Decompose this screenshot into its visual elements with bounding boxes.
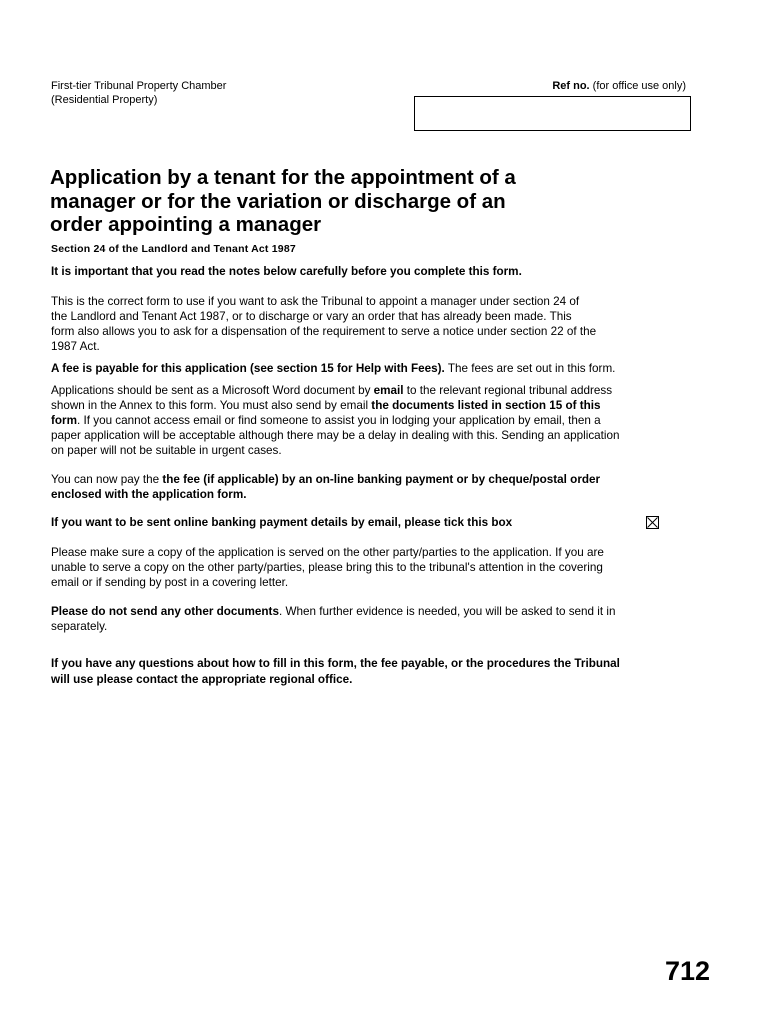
tribunal-name-line1: First-tier Tribunal Property Chamber bbox=[51, 80, 227, 92]
serve-line3: email or if sending by post in a covering letter. bbox=[51, 576, 289, 589]
payment-bold-2: enclosed with the application form. bbox=[51, 488, 247, 501]
applications-line4: paper application will be acceptable although there may be a delay in dealing with this. Sending an application bbox=[51, 429, 620, 442]
questions-line1: If you have any questions about how to fill in this form, the fee payable, or the procedures the Tribunal bbox=[51, 657, 620, 670]
ref-no-field[interactable] bbox=[414, 96, 691, 131]
fee-bold-text: A fee is payable for this application (see section 15 for Help with Fees). bbox=[51, 362, 445, 375]
intro-paragraph bbox=[51, 294, 721, 354]
applications-text-3: shown in the Annex to this form. You must also send by email bbox=[51, 399, 372, 412]
applications-text-1: Applications should be sent as a Microsoft Word document by bbox=[51, 384, 374, 397]
intro-line3: form also allows you to ask for a dispensation of the requirement to serve a notice under section 22 of the bbox=[51, 325, 597, 338]
applications-text-4: . If you cannot access email or find someone to assist you in lodging your application by email, then a bbox=[76, 414, 601, 427]
applications-paragraph bbox=[51, 383, 721, 458]
form-title-line3: order appointing a manager bbox=[50, 213, 322, 236]
no-documents-line1 bbox=[51, 604, 721, 619]
form-title bbox=[50, 166, 590, 237]
applications-form-bold: form bbox=[51, 414, 77, 427]
fee-rest-text: The fees are set out in this form. bbox=[444, 362, 616, 375]
intro-line4: 1987 Act. bbox=[51, 340, 100, 353]
ref-no-label bbox=[414, 79, 686, 93]
form-number: 712 bbox=[664, 956, 710, 986]
tribunal-name bbox=[51, 79, 226, 107]
payment-line2 bbox=[51, 487, 721, 502]
applications-line1 bbox=[51, 383, 721, 398]
payment-paragraph bbox=[51, 472, 721, 502]
ref-no-title: Ref no. bbox=[552, 80, 590, 92]
applications-text-2: to the relevant regional tribunal address bbox=[403, 384, 613, 397]
questions-line2: will use please contact the appropriate regional office. bbox=[51, 673, 353, 686]
serve-line1: Please make sure a copy of the application is served on the other party/parties to the application. If you are bbox=[51, 546, 604, 559]
no-documents-rest: . When further evidence is needed, you will be asked to send it in bbox=[278, 605, 616, 618]
payment-bold-1: the fee (if applicable) by an on-line banking payment or by cheque/postal order bbox=[162, 473, 601, 486]
ref-no-note: (for office use only) bbox=[592, 80, 686, 92]
online-banking-tick-label: If you want to be sent online banking payment details by email, please tick this box bbox=[51, 516, 513, 529]
payment-text-1: You can now pay the bbox=[51, 473, 163, 486]
serve-paragraph bbox=[51, 545, 721, 590]
intro-line2: the Landlord and Tenant Act 1987, or to discharge or vary an order that has already been made. This bbox=[51, 310, 572, 323]
no-documents-paragraph bbox=[51, 604, 721, 634]
applications-line5: on paper will not be suitable in urgent cases. bbox=[51, 444, 282, 457]
intro-line1: This is the correct form to use if you want to ask the Tribunal to appoint a manager under section 24 of bbox=[51, 295, 580, 308]
tribunal-name-line2: (Residential Property) bbox=[51, 94, 158, 106]
online-banking-checkbox[interactable] bbox=[646, 516, 659, 529]
important-notice: It is important that you read the notes below carefully before you complete this form. bbox=[51, 265, 522, 278]
fee-paragraph bbox=[51, 361, 721, 376]
legislation-subtitle: Section 24 of the Landlord and Tenant Act 1987 bbox=[51, 243, 296, 255]
payment-line1 bbox=[51, 472, 721, 487]
form-title-line2: manager or for the variation or discharge of an bbox=[50, 189, 506, 213]
serve-line2: unable to serve a copy on the other party/parties, please bring this to the tribunal's attention in the covering bbox=[51, 561, 603, 574]
questions-paragraph bbox=[51, 656, 721, 688]
applications-documents-bold: the documents listed in section 15 of this bbox=[371, 399, 601, 412]
checkbox-cross-icon bbox=[647, 517, 658, 528]
applications-line2 bbox=[51, 398, 721, 413]
applications-email-bold: email bbox=[373, 384, 404, 397]
no-documents-line2: separately. bbox=[51, 620, 108, 633]
applications-line3 bbox=[51, 413, 721, 428]
no-documents-bold: Please do not send any other documents bbox=[51, 605, 279, 618]
form-title-line1: Application by a tenant for the appointment of a bbox=[50, 166, 516, 189]
